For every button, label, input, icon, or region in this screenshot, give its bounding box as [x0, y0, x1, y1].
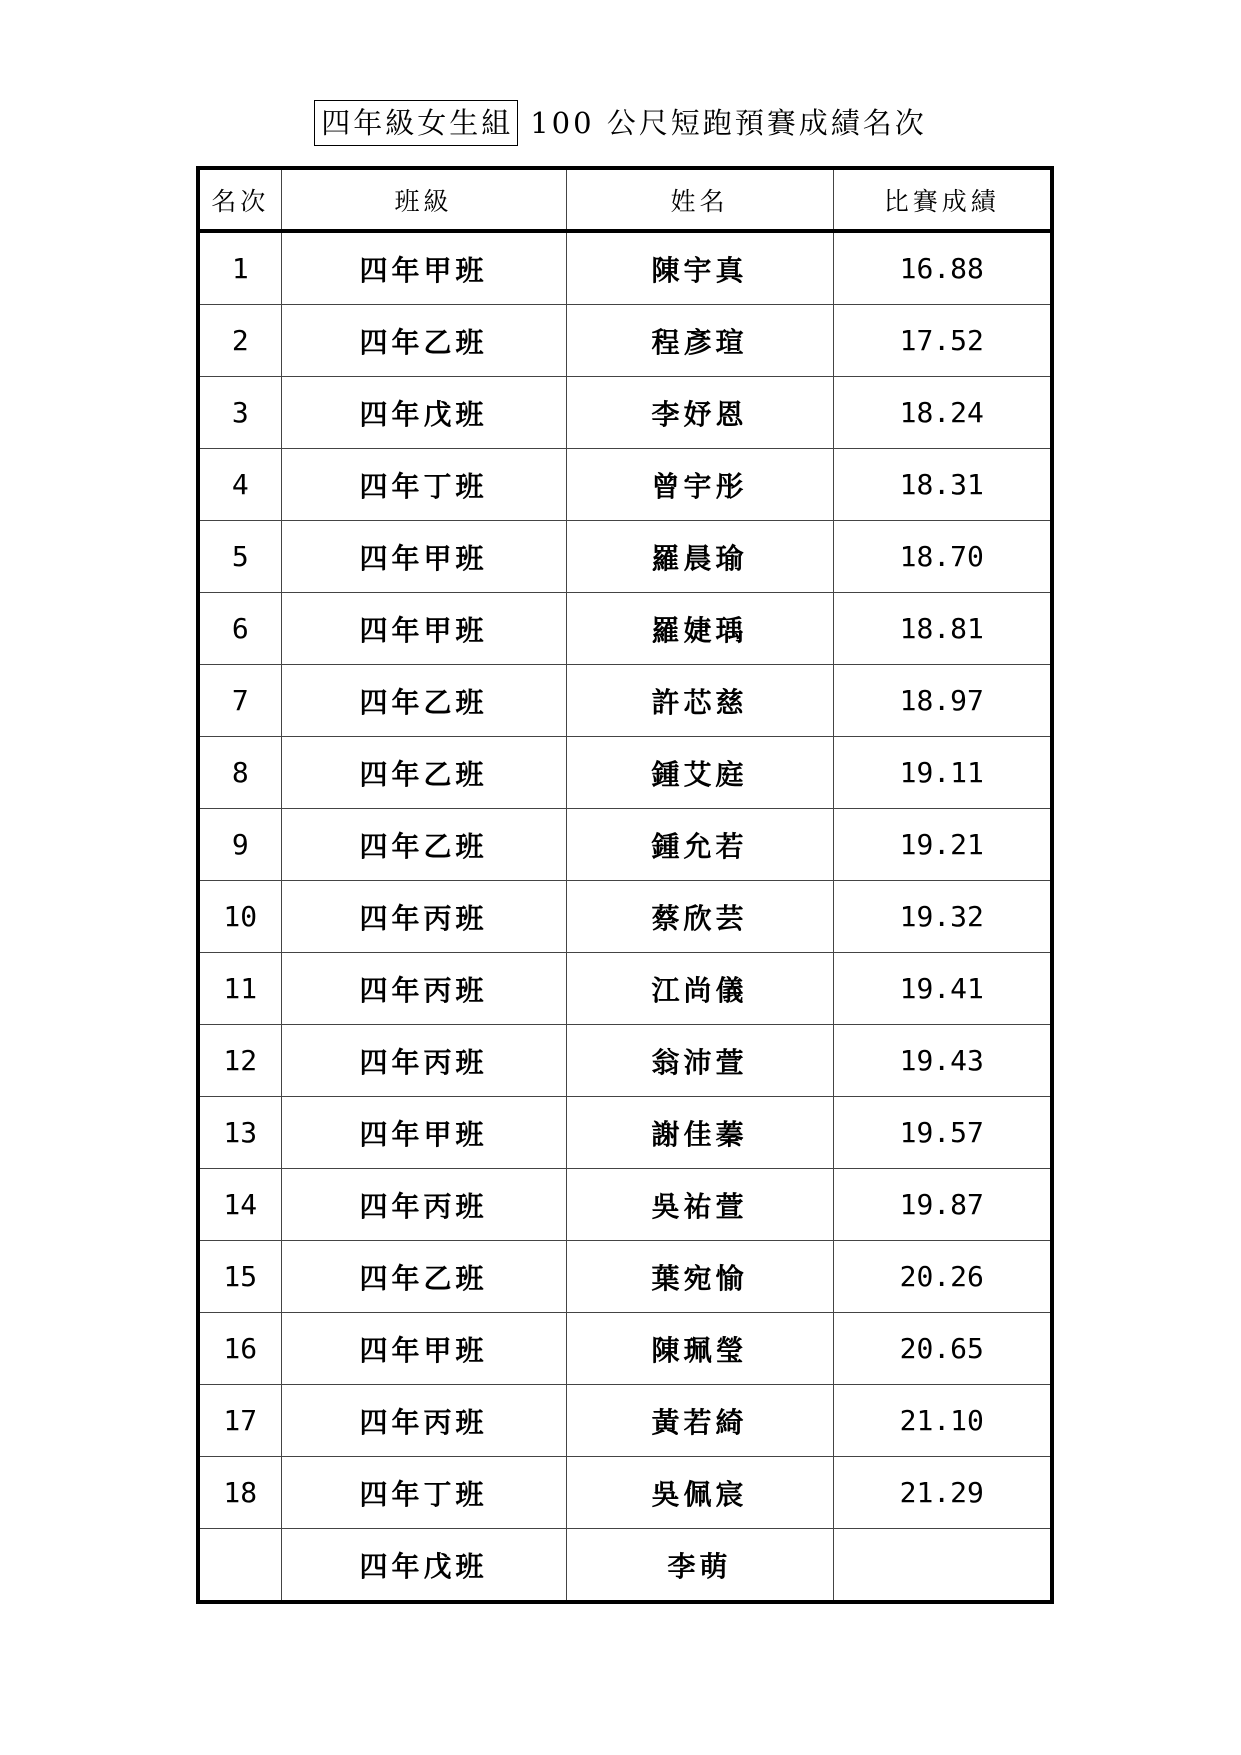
header-class: 班級: [281, 168, 566, 231]
table-header-row: [198, 168, 1052, 231]
name-cell: 程彥瑄: [566, 305, 833, 377]
rank-cell: 7: [198, 665, 281, 737]
class-cell: 四年丙班: [281, 1169, 566, 1241]
time-cell: 21.10: [833, 1385, 1052, 1457]
class-cell: 四年乙班: [281, 809, 566, 881]
table-row: [198, 1457, 1052, 1529]
rank-cell: 16: [198, 1313, 281, 1385]
time-cell: 16.88: [833, 231, 1052, 305]
title-event-label: 100 公尺短跑預賽成績名次: [530, 106, 927, 140]
table-row: [198, 1097, 1052, 1169]
time-cell: 19.43: [833, 1025, 1052, 1097]
name-cell: 江尚儀: [566, 953, 833, 1025]
name-cell: 翁沛萱: [566, 1025, 833, 1097]
time-cell: 18.24: [833, 377, 1052, 449]
rank-cell: 6: [198, 593, 281, 665]
table-row: [198, 665, 1052, 737]
class-cell: 四年甲班: [281, 1097, 566, 1169]
class-cell: 四年乙班: [281, 305, 566, 377]
time-cell: 18.70: [833, 521, 1052, 593]
class-cell: 四年丙班: [281, 1025, 566, 1097]
class-cell: 四年甲班: [281, 521, 566, 593]
title-group-label: 四年級女生組: [314, 100, 518, 146]
rank-cell: 12: [198, 1025, 281, 1097]
name-cell: 曾宇彤: [566, 449, 833, 521]
rank-cell: 10: [198, 881, 281, 953]
class-cell: 四年甲班: [281, 593, 566, 665]
rank-cell: 1: [198, 231, 281, 305]
table-row: [198, 1025, 1052, 1097]
class-cell: 四年丙班: [281, 1385, 566, 1457]
time-cell: [833, 1529, 1052, 1603]
class-cell: 四年甲班: [281, 1313, 566, 1385]
rank-cell: 14: [198, 1169, 281, 1241]
page-title: [0, 100, 1241, 146]
rank-cell: 5: [198, 521, 281, 593]
name-cell: 許芯慈: [566, 665, 833, 737]
name-cell: 葉宛愉: [566, 1241, 833, 1313]
results-table: [196, 166, 1054, 1604]
name-cell: 李萌: [566, 1529, 833, 1603]
name-cell: 吳祐萱: [566, 1169, 833, 1241]
rank-cell: 4: [198, 449, 281, 521]
class-cell: 四年戊班: [281, 377, 566, 449]
time-cell: 19.87: [833, 1169, 1052, 1241]
table-row: [198, 231, 1052, 305]
table-row: [198, 449, 1052, 521]
name-cell: 鍾艾庭: [566, 737, 833, 809]
name-cell: 謝佳蓁: [566, 1097, 833, 1169]
table-row: [198, 377, 1052, 449]
time-cell: 18.97: [833, 665, 1052, 737]
time-cell: 19.32: [833, 881, 1052, 953]
table-row: [198, 1313, 1052, 1385]
table-row: [198, 305, 1052, 377]
class-cell: 四年乙班: [281, 737, 566, 809]
rank-cell: 13: [198, 1097, 281, 1169]
time-cell: 19.41: [833, 953, 1052, 1025]
class-cell: 四年丙班: [281, 953, 566, 1025]
rank-cell: [198, 1529, 281, 1603]
table-row: [198, 809, 1052, 881]
table-row: [198, 953, 1052, 1025]
rank-cell: 9: [198, 809, 281, 881]
table-row: [198, 1169, 1052, 1241]
rank-cell: 3: [198, 377, 281, 449]
class-cell: 四年丙班: [281, 881, 566, 953]
name-cell: 羅晨瑜: [566, 521, 833, 593]
table-row: [198, 881, 1052, 953]
table-row: [198, 1529, 1052, 1603]
table-row: [198, 1385, 1052, 1457]
name-cell: 李妤恩: [566, 377, 833, 449]
time-cell: 18.31: [833, 449, 1052, 521]
time-cell: 20.26: [833, 1241, 1052, 1313]
rank-cell: 18: [198, 1457, 281, 1529]
table-row: [198, 737, 1052, 809]
rank-cell: 2: [198, 305, 281, 377]
class-cell: 四年戊班: [281, 1529, 566, 1603]
name-cell: 鍾允若: [566, 809, 833, 881]
name-cell: 蔡欣芸: [566, 881, 833, 953]
table-row: [198, 593, 1052, 665]
name-cell: 吳佩宸: [566, 1457, 833, 1529]
time-cell: 17.52: [833, 305, 1052, 377]
class-cell: 四年乙班: [281, 665, 566, 737]
rank-cell: 15: [198, 1241, 281, 1313]
table-row: [198, 1241, 1052, 1313]
rank-cell: 17: [198, 1385, 281, 1457]
name-cell: 陳宇真: [566, 231, 833, 305]
rank-cell: 11: [198, 953, 281, 1025]
header-name: 姓名: [566, 168, 833, 231]
name-cell: 黃若綺: [566, 1385, 833, 1457]
header-time: 比賽成績: [833, 168, 1052, 231]
time-cell: 19.11: [833, 737, 1052, 809]
class-cell: 四年丁班: [281, 449, 566, 521]
name-cell: 羅婕瑀: [566, 593, 833, 665]
rank-cell: 8: [198, 737, 281, 809]
time-cell: 20.65: [833, 1313, 1052, 1385]
class-cell: 四年乙班: [281, 1241, 566, 1313]
table-row: [198, 521, 1052, 593]
name-cell: 陳珮瑩: [566, 1313, 833, 1385]
time-cell: 18.81: [833, 593, 1052, 665]
header-rank: 名次: [198, 168, 281, 231]
class-cell: 四年甲班: [281, 231, 566, 305]
time-cell: 19.57: [833, 1097, 1052, 1169]
class-cell: 四年丁班: [281, 1457, 566, 1529]
time-cell: 19.21: [833, 809, 1052, 881]
time-cell: 21.29: [833, 1457, 1052, 1529]
